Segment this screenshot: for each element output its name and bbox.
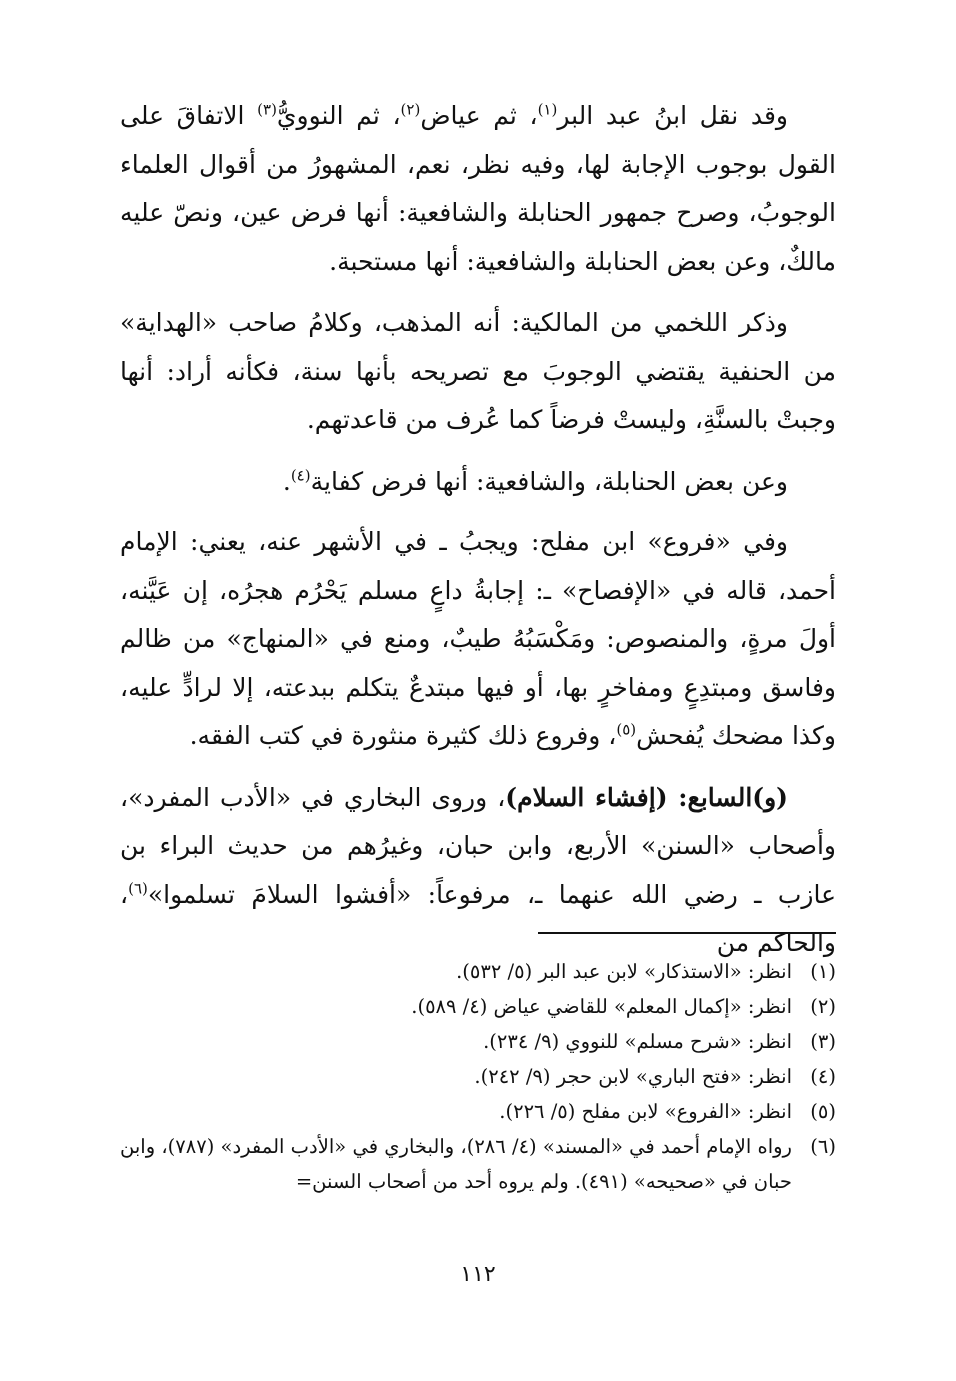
footnote-ref-5[interactable]: (٥) xyxy=(616,720,637,739)
paragraph-5 xyxy=(120,774,836,968)
text-span: . xyxy=(282,466,291,496)
text-span: ، ثم النوويُّ xyxy=(276,101,401,130)
page-number: ١١٢ xyxy=(460,1262,496,1287)
paragraph-4 xyxy=(120,518,836,761)
footnote-text: رواه الإمام أحمد في «المسند» (٤/ ٢٨٦)، والبخاري في «الأدب المفرد» (٧٨٧)، وابن حبان في «صحيحه» (٤٩١). ولم يروه أحد من أصحاب السنن= xyxy=(120,1135,792,1193)
footnote-separator xyxy=(538,932,836,934)
main-text xyxy=(120,92,836,968)
section-heading: (و)السابع: (إفشاء السلام) xyxy=(505,782,788,812)
text-span: وفي «فروع» ابن مفلح: ويجبُ ـ في الأشهر عنه، يعني: الإمام أحمد، قاله في «الإفصاح» ـ: إجابةُ داعٍ مسلم يَحْرُم هجرُه، إن عَيَّنه، أولَ مرةٍ، والمنصوص: ومَكْسَبُهُ طيبٌ، ومنع في «المنهاج» من ظالم وفاسق ومبتدِعٍ ومفاخرٍ بها، أو فيها مبتدعٌ يتكلم ببدعته، إلا لرادٍّ عليه، وكذا مضحك يُفحش xyxy=(120,527,836,750)
text-span: وعن بعض الحنابلة، والشافعية: أنها فرض كفاية xyxy=(310,466,788,496)
footnote-text: انظر: «شرح مسلم» للنووي (٩/ ٢٣٤). xyxy=(483,1030,792,1053)
footnote-4 xyxy=(120,1059,836,1094)
footnote-number: (٢) xyxy=(810,995,836,1018)
footnote-5 xyxy=(120,1094,836,1129)
footnote-text: انظر: «إكمال المعلم» للقاضي عياض (٤/ ٥٨٩). xyxy=(411,995,792,1018)
footnote-number: (٤) xyxy=(810,1065,836,1088)
footnote-text: انظر: «فتح الباري» لابن حجر (٩/ ٢٤٢). xyxy=(474,1065,792,1088)
paragraph-3 xyxy=(120,458,836,507)
footnote-3 xyxy=(120,1024,836,1059)
footnote-ref-6[interactable]: (٦) xyxy=(128,879,148,898)
footnote-text: انظر: «الاستذكار» لابن عبد البر (٥/ ٥٣٢). xyxy=(456,960,792,983)
footnote-number: (١) xyxy=(810,960,836,983)
footnote-ref-2[interactable]: (٢) xyxy=(400,100,421,119)
footnotes xyxy=(120,954,836,1199)
text-span: ، وروى البخاري في «الأدب المفرد»، وأصحاب «السنن» الأربع، وابن حبان، وغيرُهم من حديث البراء بن عازب ـ رضي الله عنهما ـ، مرفوعاً: «أفشوا السلامَ تسلموا» xyxy=(120,782,836,909)
footnote-6 xyxy=(120,1129,836,1199)
text-span: ، وفروع ذلك كثيرة منثورة في كتب الفقه. xyxy=(189,721,617,750)
text-span: وقد نقل ابنُ عبد البر xyxy=(557,101,788,130)
footnote-ref-1[interactable]: (١) xyxy=(537,100,558,119)
text-span: ، والحاكم من xyxy=(120,879,836,957)
footnote-ref-3[interactable]: (٣) xyxy=(257,100,277,119)
text-span: الاتفاقَ على القول بوجوب الإجابة لها، وفيه نظر، نعم، المشهورُ من أقوال العلماء الوجوبُ، وصرح جمهور الحنابلة والشافعية: أنها فرض عين، ونصّ عليه مالكٌ، وعن بعض الحنابلة والشافعية: أنها مستحبة. xyxy=(120,101,836,276)
footnote-number: (٥) xyxy=(810,1100,836,1123)
footnote-1 xyxy=(120,954,836,989)
paragraph-2: وذكر اللخمي من المالكية: أنه المذهب، وكلامُ صاحب «الهداية» من الحنفية يقتضي الوجوبَ مع تصريحه بأنها سنة، فكأنه أراد: أنها وجبتْ بالسنَّةِ، وليستْ فرضاً كما عُرف من قاعدتهم. xyxy=(120,308,836,434)
footnote-ref-4[interactable]: (٤) xyxy=(290,466,311,485)
text-span: ، ثم عياض xyxy=(420,101,538,130)
footnote-number: (٣) xyxy=(810,1030,836,1053)
footnote-number: (٦) xyxy=(810,1135,836,1158)
footnote-text: انظر: «الفروع» لابن مفلح (٥/ ٢٢٦). xyxy=(499,1100,792,1123)
footnote-2 xyxy=(120,989,836,1024)
paragraph-1 xyxy=(120,92,836,286)
